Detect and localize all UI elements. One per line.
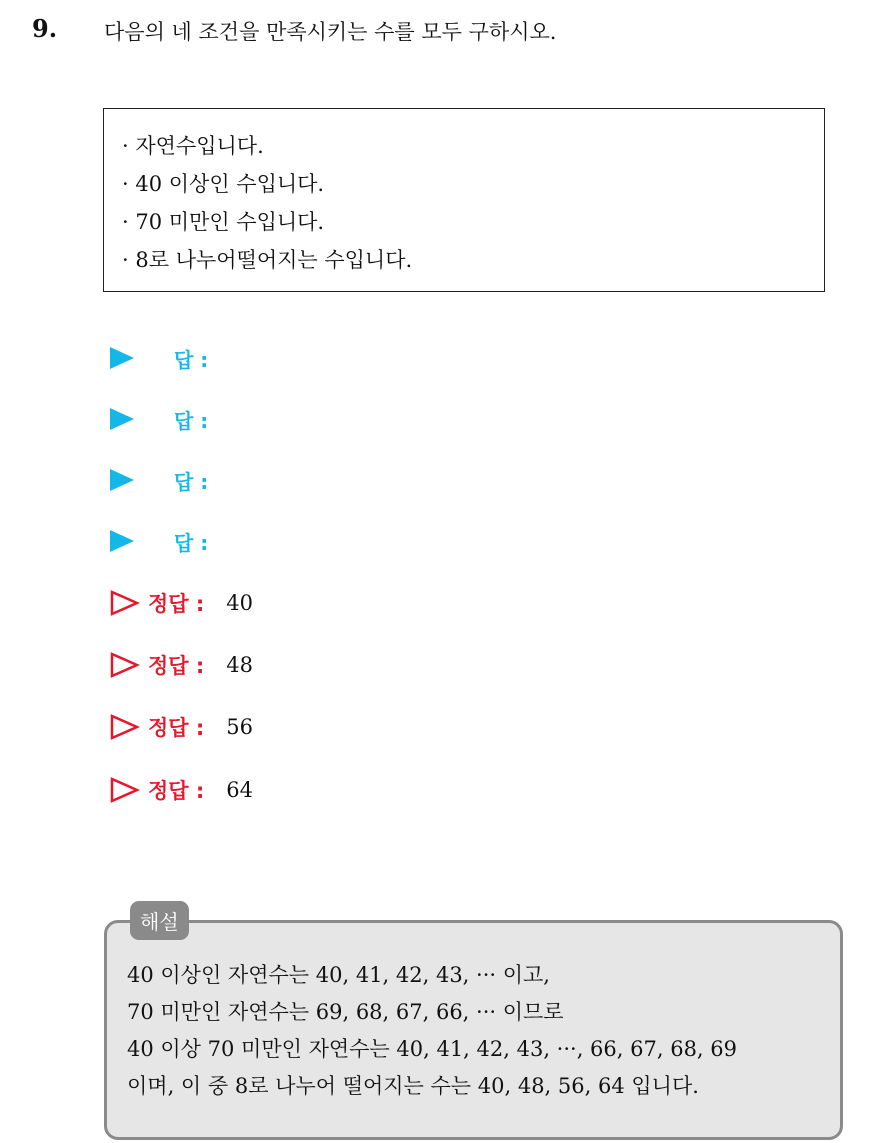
triangle-right-outline-icon (110, 590, 140, 616)
correct-answer-value: 64 (226, 778, 254, 802)
answer-row[interactable] (110, 460, 208, 500)
correct-answer-row (110, 645, 253, 685)
correct-answer-value: 40 (226, 591, 254, 615)
correct-answer-row (110, 583, 253, 623)
condition-item: · 70 미만인 수입니다. (122, 210, 325, 234)
explanation-line: 40 이상인 자연수는 40, 41, 42, 43, ··· 이고, (127, 963, 550, 987)
answer-row[interactable] (110, 521, 208, 561)
answer-row[interactable] (110, 338, 208, 378)
correct-answer-label: 정답 : (148, 779, 205, 803)
answer-label: 답 : (174, 408, 209, 433)
explanation-line: 이며, 이 중 8로 나누어 떨어지는 수는 40, 48, 56, 64 입니다. (127, 1074, 699, 1098)
triangle-right-filled-icon (110, 469, 134, 491)
answer-label: 답 : (174, 469, 209, 494)
correct-answer-label: 정답 : (148, 592, 205, 616)
triangle-right-filled-icon (110, 347, 134, 369)
explanation-line: 40 이상 70 미만인 자연수는 40, 41, 42, 43, ···, 66, 67, 68, 69 (127, 1037, 737, 1061)
conditions-box (103, 108, 825, 292)
triangle-right-outline-icon (110, 777, 140, 803)
condition-item: · 40 이상인 수입니다. (122, 172, 325, 196)
question-number: 9. (32, 14, 58, 43)
triangle-right-filled-icon (110, 408, 134, 430)
triangle-right-outline-icon (110, 652, 140, 678)
triangle-right-filled-icon (110, 530, 134, 552)
correct-answer-value: 56 (226, 715, 254, 739)
correct-answer-value: 48 (226, 653, 254, 677)
condition-item: · 자연수입니다. (122, 134, 264, 158)
answer-label: 답 : (174, 530, 209, 555)
correct-answer-row (110, 770, 253, 810)
explanation-line: 70 미만인 자연수는 69, 68, 67, 66, ··· 이므로 (127, 1000, 564, 1024)
correct-answer-label: 정답 : (148, 716, 205, 740)
correct-answer-label: 정답 : (148, 654, 205, 678)
explanation-box (104, 920, 843, 1140)
correct-answer-row (110, 707, 253, 747)
triangle-right-outline-icon (110, 714, 140, 740)
answer-label: 답 : (174, 347, 209, 372)
answer-row[interactable] (110, 399, 208, 439)
explanation-tag: 해설 (130, 901, 189, 940)
condition-item: · 8로 나누어떨어지는 수입니다. (122, 248, 413, 272)
question-text: 다음의 네 조건을 만족시키는 수를 모두 구하시오. (104, 20, 557, 44)
